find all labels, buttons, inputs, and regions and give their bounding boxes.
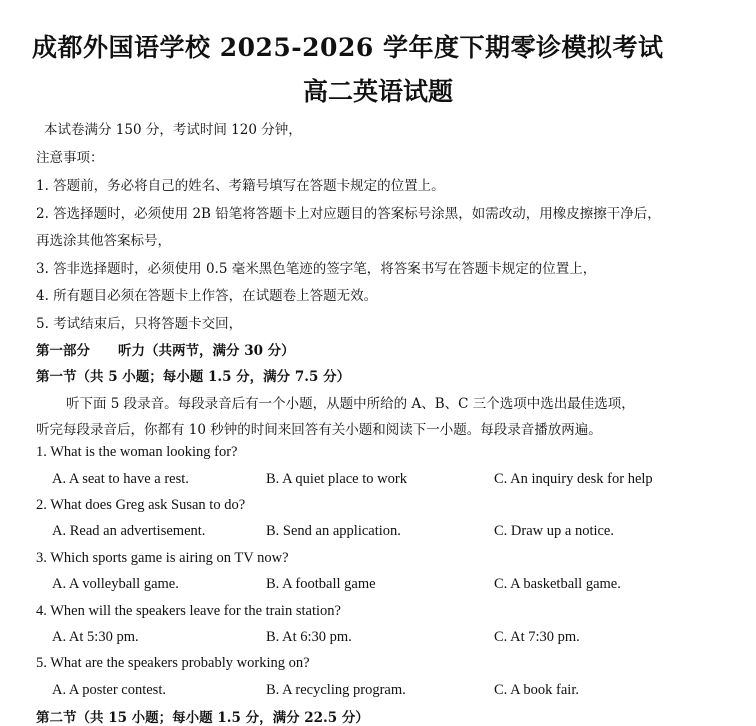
section-1-instruction-line-2: 听完每段录音后，你都有 10 秒钟的时间来回答有关小题和阅读下一小题。每段录音播放两遍。 (36, 422, 602, 438)
question-4-option-c: C. At 7:30 pm. (494, 629, 580, 645)
question-2-option-a: A. Read an advertisement. (52, 523, 206, 539)
section-2-heading: 第二节（共 15 小题；每小题 1.5 分，满分 22.5 分） (36, 710, 369, 726)
question-5-option-a: A. A poster contest. (52, 682, 166, 698)
question-1-stem: 1. What is the woman looking for? (36, 444, 238, 460)
question-5-option-c: C. A book fair. (494, 682, 579, 698)
section-1-instruction-line-1: 听下面 5 段录音。每段录音后有一个小题，从题中所给的 A、B、C 三个选项中选出最佳选项， (66, 396, 635, 412)
question-1-option-a: A. A seat to have a rest. (52, 471, 189, 487)
exam-title: 成都外国语学校 2025-2026 学年度下期零诊模拟考试 (32, 33, 664, 62)
question-4-option-a: A. At 5:30 pm. (52, 629, 139, 645)
question-2-option-c: C. Draw up a notice. (494, 523, 614, 539)
note-2-line-2: 再选涂其他答案标号， (36, 233, 171, 249)
part-1-title: 听力（共两节，满分 30 分） (118, 343, 295, 359)
part-1-heading (36, 339, 295, 359)
exam-subtitle: 高二英语试题 (302, 77, 453, 106)
question-3-option-a: A. A volleyball game. (52, 576, 179, 592)
note-1: 1. 答题前，务必将自己的姓名、考籍号填写在答题卡规定的位置上。 (36, 178, 445, 194)
note-3: 3. 答非选择题时，必须使用 0.5 毫米黑色笔迹的签字笔，将答案书写在答题卡规定的位置上， (36, 261, 597, 277)
section-1-heading: 第一节（共 5 小题；每小题 1.5 分，满分 7.5 分） (36, 369, 351, 385)
notes-heading: 注意事项： (36, 150, 104, 166)
question-5-option-b: B. A recycling program. (266, 682, 406, 698)
question-2-option-b: B. Send an application. (266, 523, 401, 539)
note-4: 4. 所有题目必须在答题卡上作答，在试题卷上答题无效。 (36, 288, 378, 304)
note-5: 5. 考试结束后，只将答题卡交回， (36, 316, 243, 332)
exam-info: 本试卷满分 150 分，考试时间 120 分钟， (44, 122, 302, 138)
question-4-option-b: B. At 6:30 pm. (266, 629, 352, 645)
question-3-option-b: B. A football game (266, 576, 376, 592)
question-3-stem: 3. Which sports game is airing on TV now? (36, 550, 289, 566)
question-4-stem: 4. When will the speakers leave for the train station? (36, 603, 341, 619)
question-3-option-c: C. A basketball game. (494, 576, 621, 592)
note-2-line-1: 2. 答选择题时，必须使用 2B 铅笔将答题卡上对应题目的答案标号涂黑，如需改动，用橡皮擦擦干净后， (36, 206, 661, 222)
question-1-option-b: B. A quiet place to work (266, 471, 407, 487)
question-2-stem: 2. What does Greg ask Susan to do? (36, 497, 246, 513)
part-1-label: 第一部分 (36, 343, 90, 359)
question-5-stem: 5. What are the speakers probably working on? (36, 655, 310, 671)
question-1-option-c: C. An inquiry desk for help (494, 471, 653, 487)
